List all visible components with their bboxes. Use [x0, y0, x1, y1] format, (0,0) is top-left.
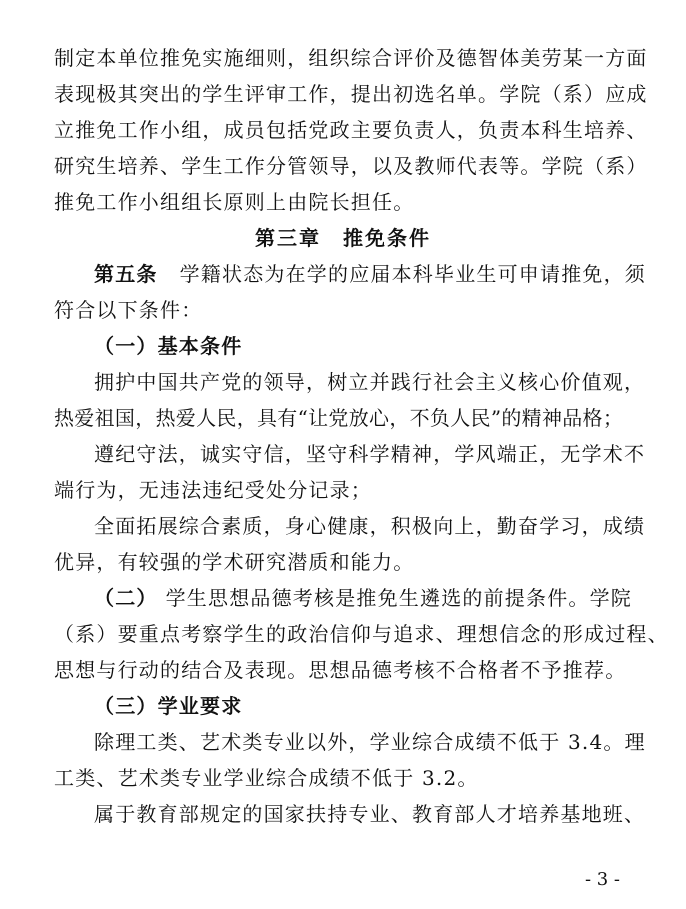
text-line: 优异，有较强的学术研究潜质和能力。 — [54, 550, 415, 574]
text-line: 全面拓展综合素质，身心健康，积极向上，勤奋学习，成绩 — [94, 514, 646, 538]
text-line: 制定本单位推免实施细则，组织综合评价及德智体美劳某一方面 — [54, 46, 648, 70]
text-line: 属于教育部规定的国家扶持专业、教育部人才培养基地班、 — [94, 802, 646, 826]
article-5-text: 学籍状态为在学的应届本科毕业生可申请推免，须 — [179, 262, 647, 286]
text-line: 符合以下条件： — [54, 298, 203, 322]
section-3-title: （三）学业要求 — [94, 694, 243, 718]
text-line: 立推免工作小组，成员包括党政主要负责人，负责本科生培养、 — [54, 118, 648, 142]
section-2-line — [94, 580, 634, 616]
text-line: 热爱祖国，热爱人民，具有“让党放心，不负人民”的精神品格； — [54, 406, 624, 430]
text-line: 表现极其突出的学生评审工作，提出初选名单。学院（系）应成 — [54, 82, 648, 106]
article-5-label: 第五条 — [94, 262, 158, 286]
text-line: （系）要重点考察学生的政治信仰与追求、理想信念的形成过程、 — [54, 622, 669, 646]
section-2-title: （二） — [94, 586, 158, 610]
text-line: 除理工类、艺术类专业以外，学业综合成绩不低于 3.4。理 — [94, 730, 646, 754]
text-line: 工类、艺术类专业学业综合成绩不低于 3.2。 — [54, 766, 479, 790]
text-line: 拥护中国共产党的领导，树立并践行社会主义核心价值观， — [94, 370, 646, 394]
text-line: 推免工作小组组长原则上由院长担任。 — [54, 190, 415, 214]
page-number: - 3 - — [584, 869, 620, 890]
chapter-title: 第三章 推免条件 — [255, 226, 431, 250]
text-line: 端行为，无违法违纪受处分记录； — [54, 478, 372, 502]
article-5-line — [94, 256, 647, 292]
text-line: 遵纪守法，诚实守信，坚守科学精神，学风端正，无学术不 — [94, 442, 646, 466]
text-line: 思想与行动的结合及表现。思想品德考核不合格者不予推荐。 — [54, 658, 627, 682]
section-1-title: （一）基本条件 — [94, 334, 243, 358]
text-line: 研究生培养、学生工作分管领导，以及教师代表等。学院（系） — [54, 154, 648, 178]
section-2-text: 学生思想品德考核是推免生遴选的前提条件。学院 — [165, 586, 633, 610]
